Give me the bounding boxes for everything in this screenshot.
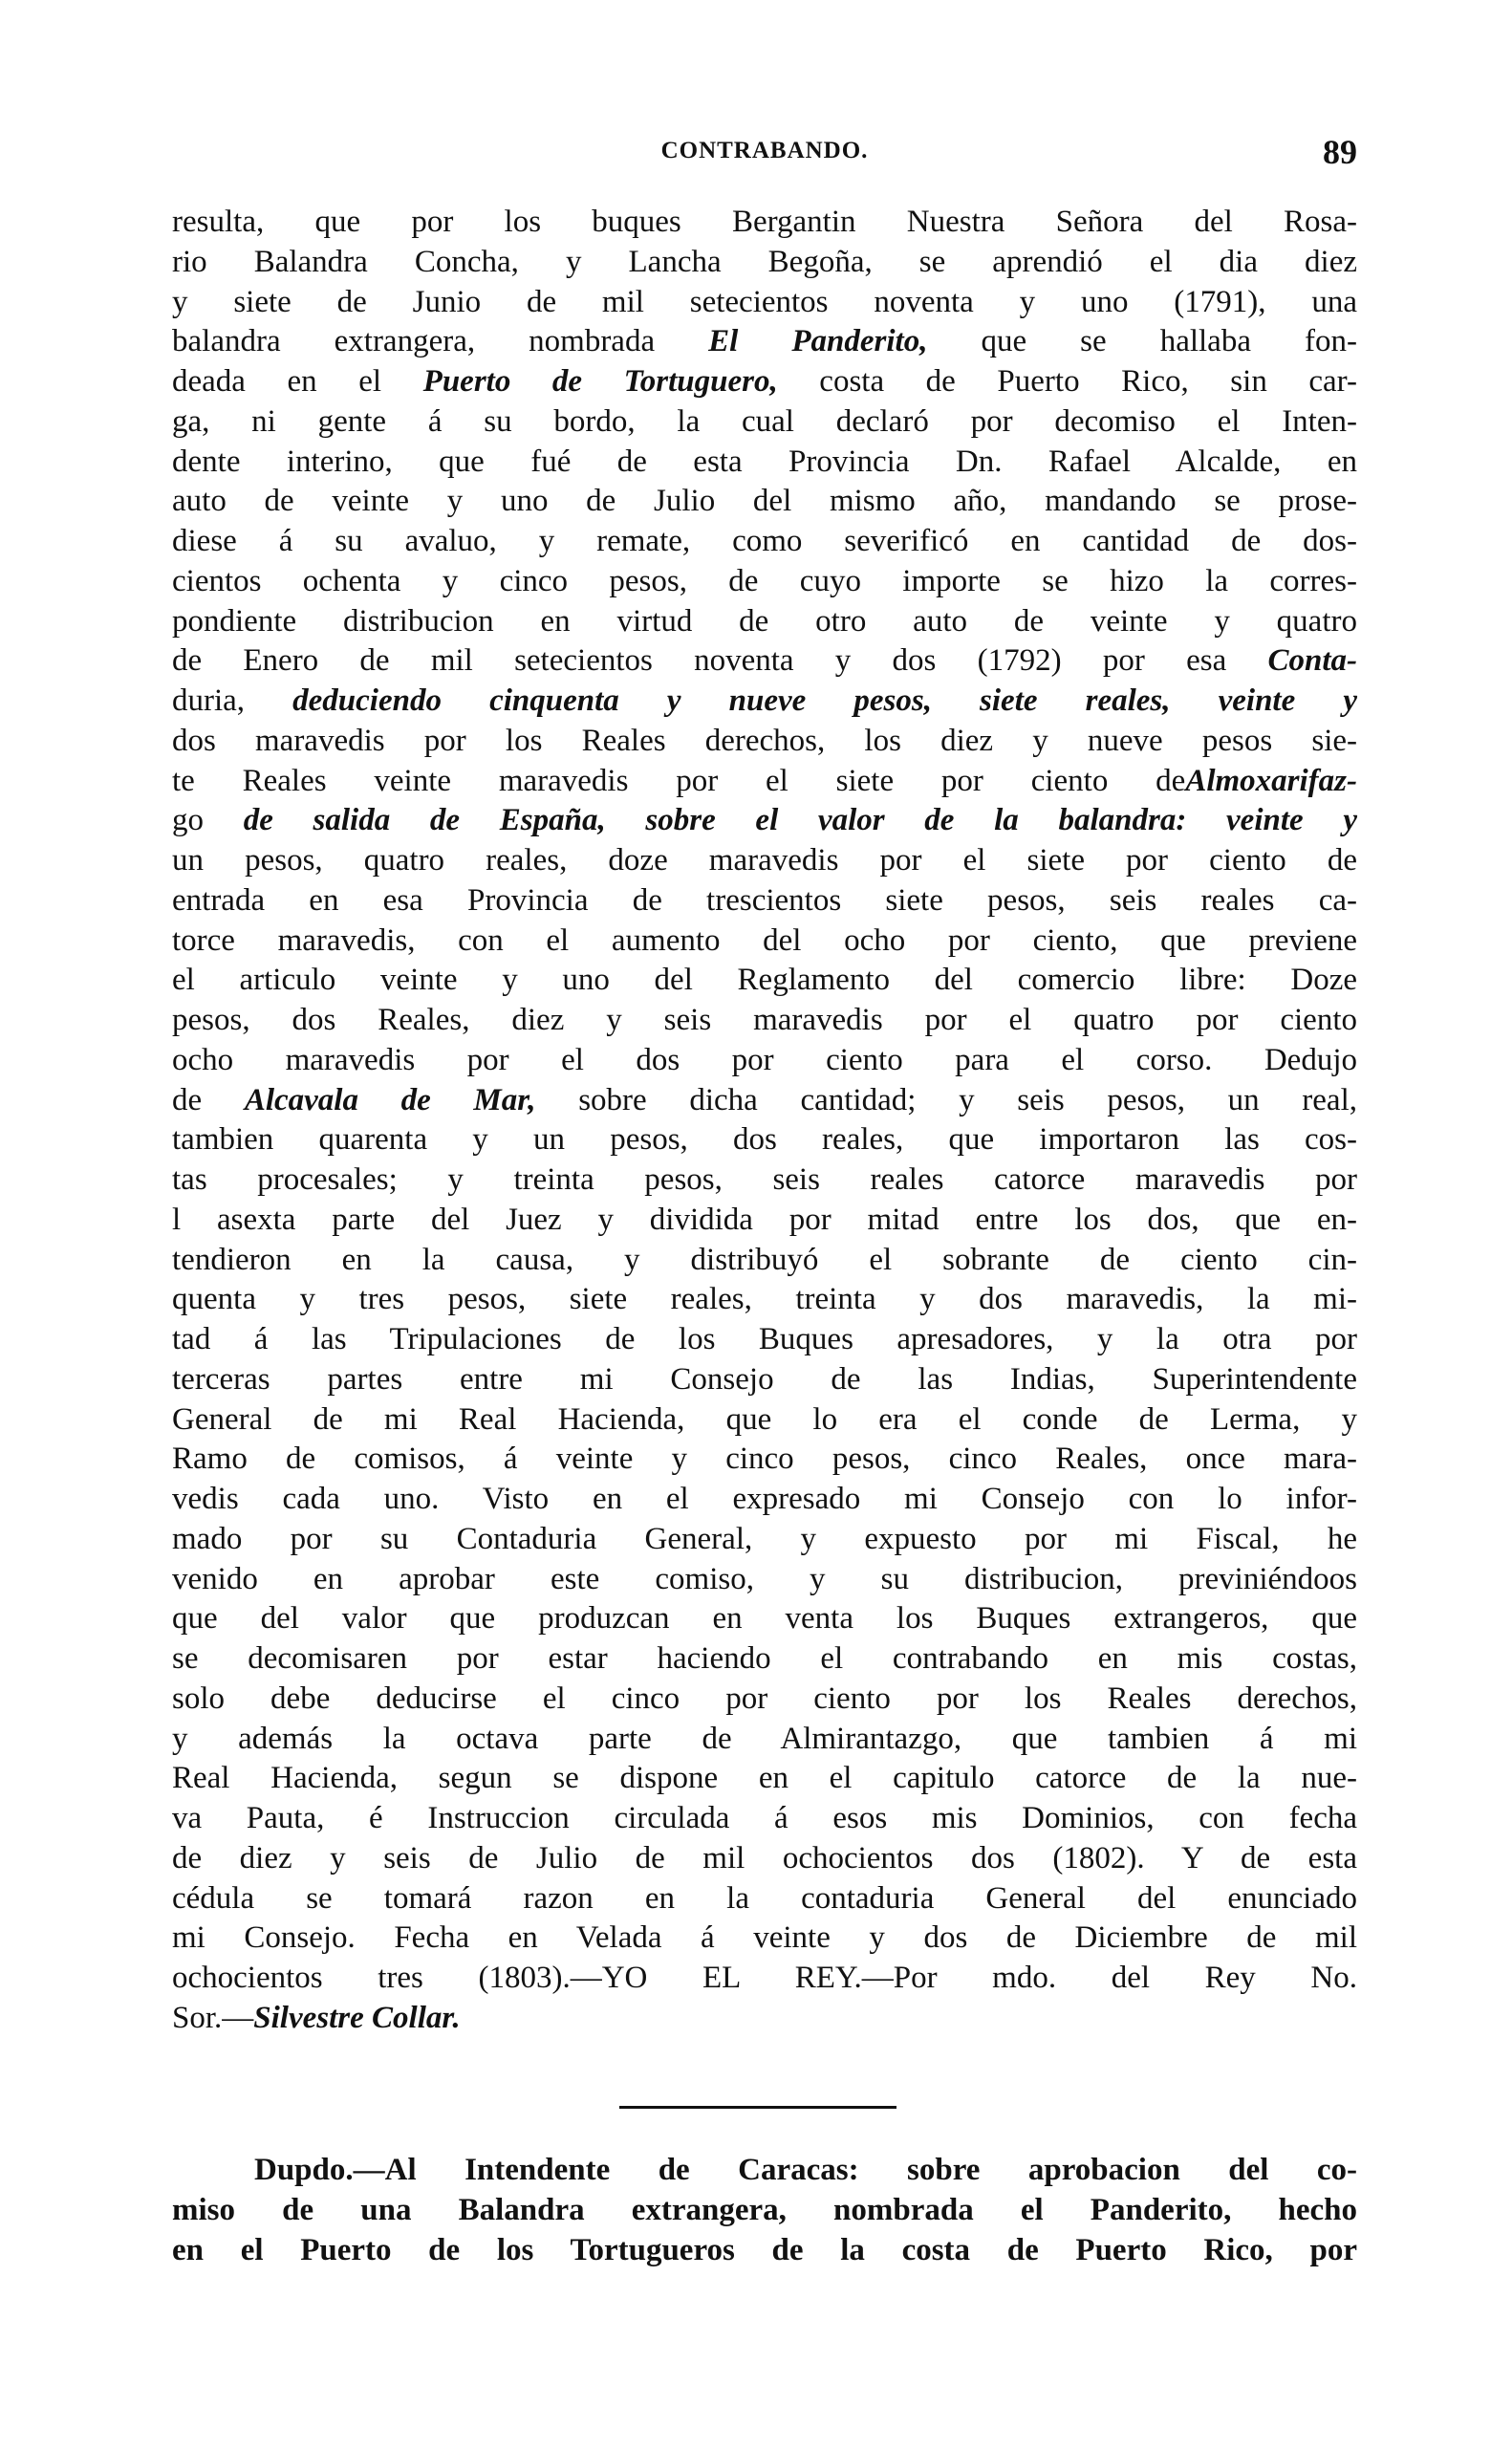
body-line: auto de veinte y uno de Julio del mismo año, mandando se prose- — [172, 484, 1357, 519]
body-line: venido en aprobar este comiso, y su distribucion, previniéndoos — [172, 1561, 1357, 1596]
body-line: Ramo de comisos, á veinte y cinco pesos, cinco Reales, once mara- — [172, 1442, 1357, 1477]
body-line: ga, ni gente á su bordo, la cual declaró por decomiso el Inten- — [172, 403, 1357, 439]
body-line: tad á las Tripulaciones de los Buques apresadores, y la otra por — [172, 1322, 1357, 1356]
summary-line: Dupdo.—Al Intendente de Caracas: sobre aprobacion del co- — [254, 2153, 1357, 2187]
body-line: terceras partes entre mi Consejo de las Indias, Superintendente — [172, 1361, 1357, 1397]
body-line: go de salida de España, sobre el valor de la balandra: veinte y — [172, 803, 1357, 838]
page-number: 89 — [1323, 133, 1357, 171]
body-line: duria, deduciendo cinquenta y nueve pesos, siete reales, veinte y — [172, 683, 1357, 718]
body-line: Sor.—Silvestre Collar. — [172, 2000, 461, 2035]
body-line: cientos ochenta y cinco pesos, de cuyo importe se hizo la corres- — [172, 563, 1357, 598]
body-line: quenta y tres pesos, siete reales, treinta y dos maravedis, la mi- — [172, 1282, 1357, 1317]
body-line: tas procesales; y treinta pesos, seis reales catorce maravedis por — [172, 1162, 1357, 1197]
summary-paragraph — [172, 2151, 1357, 2270]
body-line: dente interino, que fué de esta Provincia Dn. Rafael Alcalde, en — [172, 444, 1357, 479]
body-line: de Alcavala de Mar, sobre dicha cantidad; y seis pesos, un real, — [172, 1082, 1358, 1117]
body-line: que del valor que produzcan en venta los Buques extrangeros, que — [172, 1601, 1357, 1637]
body-line: General de mi Real Hacienda, que lo era el conde de Lerma, y — [172, 1401, 1357, 1437]
body-line: un pesos, quatro reales, doze maravedis por el siete por ciento de — [172, 843, 1357, 878]
body-line: ocho maravedis por el dos por ciento para el corso. Dedujo — [172, 1042, 1357, 1077]
body-line: tambien quarenta y un pesos, dos reales, que importaron las cos- — [172, 1122, 1357, 1158]
running-header — [172, 132, 1357, 170]
body-line: pondiente distribucion en virtud de otro auto de veinte y quatro — [172, 603, 1357, 639]
body-line: pesos, dos Reales, diez y seis maravedis por el quatro por ciento — [172, 1003, 1357, 1037]
summary-line: miso de una Balandra extrangera, nombrada el Panderito, hecho — [172, 2192, 1357, 2227]
body-line: balandra extrangera, nombrada El Panderito, que se hallaba fon- — [172, 324, 1357, 359]
body-line: entrada en esa Provincia de trescientos siete pesos, seis reales ca- — [172, 882, 1357, 918]
section-divider — [619, 2106, 896, 2109]
body-line: vedis cada uno. Visto en el expresado mi Consejo con lo infor- — [172, 1482, 1357, 1516]
body-line: torce maravedis, con el aumento del ocho por ciento, que previene — [172, 922, 1357, 958]
header-title: CONTRABANDO. — [660, 138, 869, 163]
body-line: ochocientos tres (1803).—YO EL REY.—Por mdo. del Rey No. — [172, 1961, 1357, 1995]
body-line: y además la octava parte de Almirantazgo, que tambien á mi — [172, 1721, 1357, 1756]
body-line: dos maravedis por los Reales derechos, los diez y nueve pesos sie- — [172, 723, 1357, 758]
body-line: tendieron en la causa, y distribuyó el sobrante de ciento cin- — [172, 1242, 1357, 1277]
body-text — [172, 203, 1357, 2039]
body-line: cédula se tomará razon en la contaduria General del enunciado — [172, 1880, 1357, 1916]
body-line: mi Consejo. Fecha en Velada á veinte y dos de Diciembre de mil — [172, 1920, 1357, 1956]
summary-line: en el Puerto de los Tortugueros de la costa de Puerto Rico, por — [172, 2232, 1357, 2267]
body-line: mado por su Contaduria General, y expuesto por mi Fiscal, he — [172, 1521, 1357, 1556]
body-line: te Reales veinte maravedis por el siete por ciento deAlmoxarifaz- — [172, 763, 1357, 798]
body-line: el articulo veinte y uno del Reglamento del comercio libre: Doze — [172, 963, 1357, 998]
body-line: deada en el Puerto de Tortuguero, costa de Puerto Rico, sin car- — [172, 364, 1358, 399]
body-line: resulta, que por los buques Bergantin Nuestra Señora del Rosa- — [172, 205, 1357, 239]
body-line: Real Hacienda, segun se dispone en el capitulo catorce de la nue- — [172, 1761, 1357, 1796]
body-line: rio Balandra Concha, y Lancha Begoña, se aprendió el dia diez — [172, 244, 1357, 279]
body-line: solo debe deducirse el cinco por ciento por los Reales derechos, — [172, 1680, 1357, 1716]
body-line: de Enero de mil setecientos noventa y dos (1792) por esa Conta- — [172, 643, 1357, 679]
body-line: l asexta parte del Juez y dividida por mitad entre los dos, que en- — [172, 1202, 1357, 1237]
body-line: diese á su avaluo, y remate, como severificó en cantidad de dos- — [172, 524, 1357, 558]
body-line: y siete de Junio de mil setecientos noventa y uno (1791), una — [172, 284, 1357, 319]
body-line: va Pauta, é Instruccion circulada á esos mis Dominios, con fecha — [172, 1801, 1357, 1835]
body-line: se decomisaren por estar haciendo el contrabando en mis costas, — [172, 1641, 1357, 1676]
body-line: de diez y seis de Julio de mil ochocientos dos (1802). Y de esta — [172, 1840, 1357, 1875]
